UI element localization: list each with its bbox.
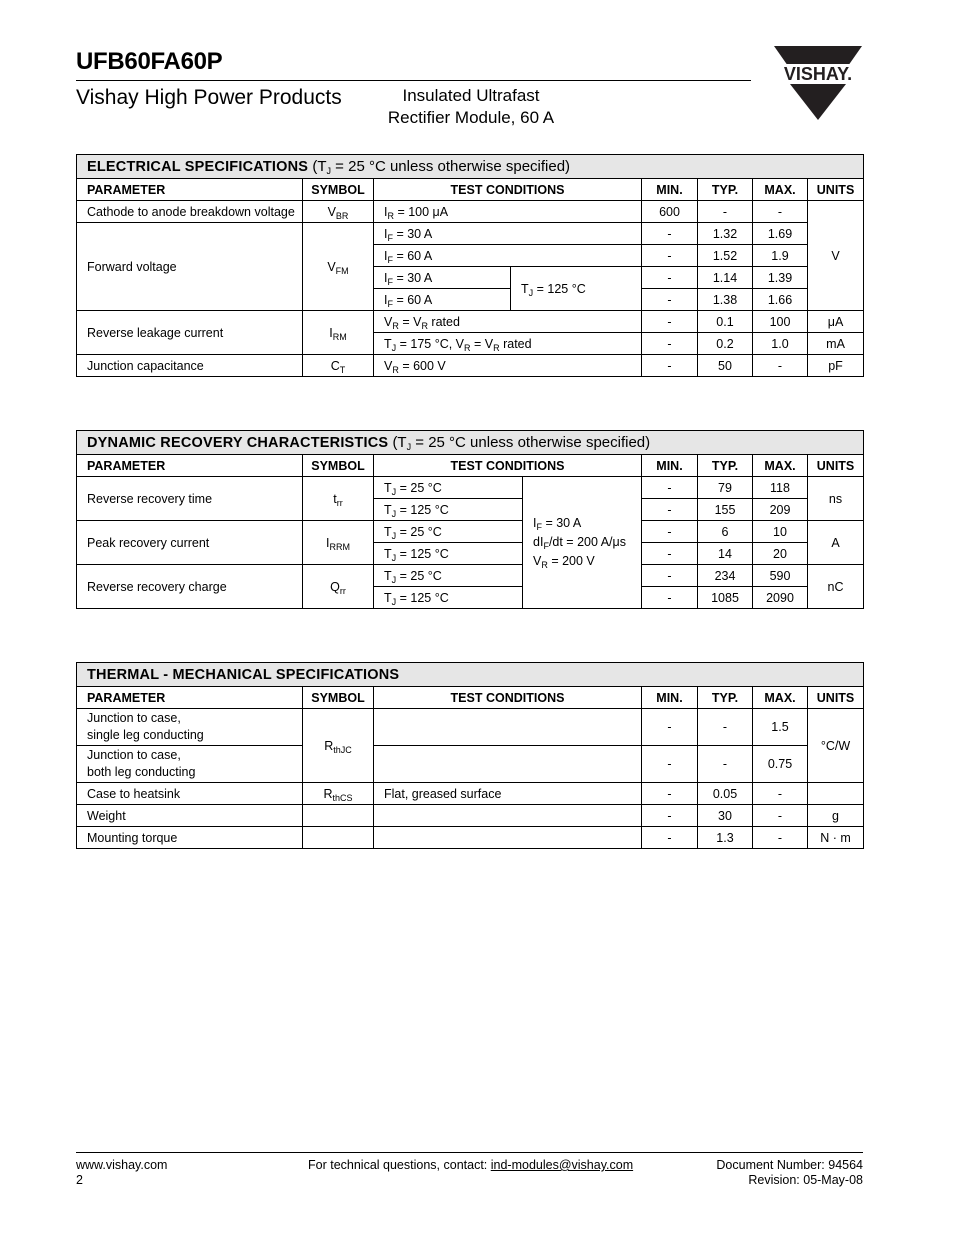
table-row: Case to heatsink $R_{thCS}$ Flat, greased surface - 0.05 - (77, 783, 864, 805)
table-row: Reverse recovery charge $Q_{rr}$ $T_J = 25$ °C - 234 590 nC (77, 565, 864, 587)
table-row: Junction capacitance $C_T$ $V_R = 600$ V - 50 - pF (77, 355, 864, 377)
electrical-specifications-table (76, 154, 864, 377)
table-row: Junction to case, both leg conducting - - 0.75 (77, 746, 864, 783)
table-row: Reverse recovery time $t_{rr}$ $T_J = 25$ °C $I_F = 30$ A $dI_F/dt = 200$ A/μs $V_R = 200$ V - 79 118 ns (77, 477, 864, 499)
table-row: $T_J = 175$ °C, $V_R = V_R$ rated - 0.2 1.0 mA (77, 333, 864, 355)
table-row: Junction to case, single leg conducting $R_{thJC}$ - - 1.5 °C/W (77, 709, 864, 746)
vishay-logo (770, 44, 866, 122)
subtitle-line-1: Insulated Ultrafast (402, 86, 540, 105)
thermal-title: THERMAL - MECHANICAL SPECIFICATIONS (77, 663, 864, 687)
table-row: $I_F = 60$ A - 1.52 1.9 (77, 245, 864, 267)
dynamic-title: DYNAMIC RECOVERY CHARACTERISTICS ($T_J = 25$ °C unless otherwise specified) (77, 431, 864, 455)
table-row: $T_J = 125$ °C - 14 20 (77, 543, 864, 565)
table-row: Reverse leakage current $I_{RM}$ $V_R = V_R$ rated - 0.1 100 μA (77, 311, 864, 333)
electrical-header-row: PARAMETER SYMBOL TEST CONDITIONS MIN. TYP. MAX. UNITS (77, 179, 864, 201)
electrical-title: ELECTRICAL SPECIFICATIONS ($T_J = 25$ °C unless otherwise specified) (77, 155, 864, 179)
part-number: UFB60FA60P (76, 48, 223, 75)
subtitle-line-2: Rectifier Module, 60 A (387, 108, 555, 127)
footer-right (716, 1158, 863, 1188)
table-row: $T_J = 125$ °C - 1085 2090 (77, 587, 864, 609)
table-row: Cathode to anode breakdown voltage $V_{BR}$ $I_R = 100$ μA 600 - - V (77, 201, 864, 223)
table-row: $I_F = 60$ A - 1.38 1.66 (77, 289, 864, 311)
thermal-header-row: PARAMETER SYMBOL TEST CONDITIONS MIN. TYP. MAX. UNITS (77, 687, 864, 709)
footer-website-link[interactable]: www.vishay.com (76, 1158, 168, 1172)
brand-line: Vishay High Power Products (76, 86, 342, 109)
table-row: $T_J = 125$ °C - 155 209 (77, 499, 864, 521)
table-row: Mounting torque - 1.3 - N · m (77, 827, 864, 849)
product-subtitle (360, 85, 582, 129)
table-row: Peak recovery current $I_{RRM}$ $T_J = 25$ °C - 6 10 A (77, 521, 864, 543)
document-number: Document Number: 94564 (716, 1158, 863, 1172)
table-row: Weight - 30 - g (77, 805, 864, 827)
table-row: $I_F = 30$ A $T_J = 125$ °C - 1.14 1.39 (77, 267, 864, 289)
dynamic-header-row: PARAMETER SYMBOL TEST CONDITIONS MIN. TYP. MAX. UNITS (77, 455, 864, 477)
revision-date: Revision: 05-May-08 (748, 1173, 863, 1187)
dynamic-recovery-table (76, 430, 864, 609)
volts-unit: V (808, 201, 864, 311)
header-rule (76, 80, 751, 81)
common-test-conditions: $I_F = 30$ A $dI_F/dt = 200$ A/μs $V_R = 200$ V (523, 477, 642, 609)
page-number: 2 (76, 1173, 83, 1187)
contact-email-link[interactable]: ind-modules@vishay.com (490, 1158, 634, 1172)
footer-left (76, 1158, 167, 1188)
footer-rule (76, 1152, 863, 1153)
table-row: Forward voltage $V_{FM}$ $I_F = 30$ A - 1.32 1.69 (77, 223, 864, 245)
logo-wordmark: VISHAY. (783, 64, 853, 84)
footer-contact: For technical questions, contact: ind-modules@vishay.com (308, 1158, 634, 1172)
thermal-mechanical-table (76, 662, 864, 849)
